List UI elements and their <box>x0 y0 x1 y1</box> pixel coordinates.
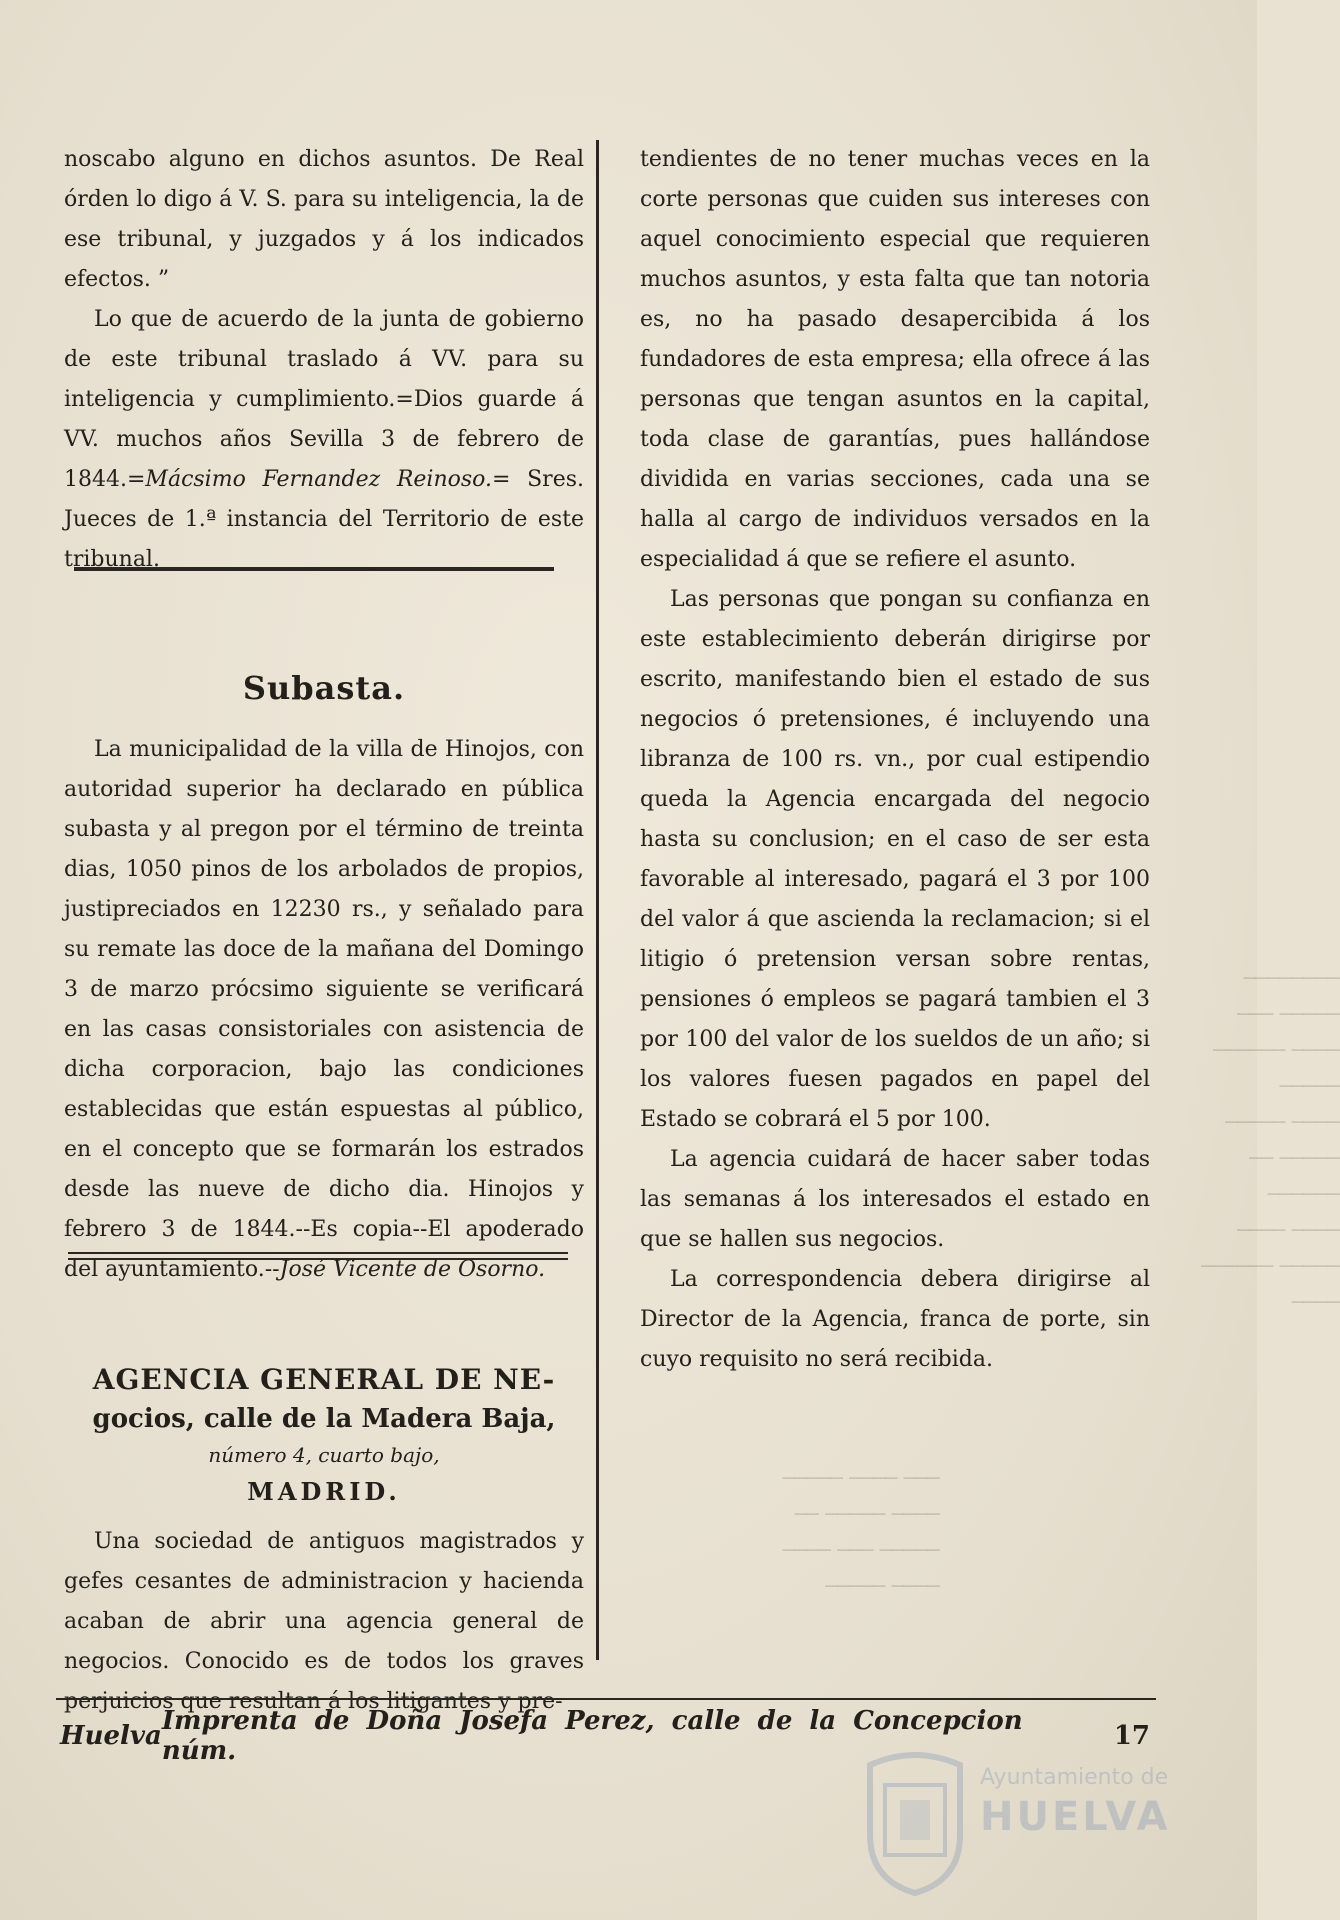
page-number: 17 <box>1113 1721 1150 1751</box>
signature-reinoso: Mácsimo Fernandez Reinoso. <box>145 467 493 492</box>
watermark-line2: HUELVA <box>980 1794 1171 1840</box>
left-column <box>64 140 584 1722</box>
agency-city: MADRID. <box>247 1477 401 1506</box>
right-paragraph-2: Las personas que pongan su confianza en este establecimiento deberán dirigirse por escrito, manifestando bien el estado de sus negocios ó pretensiones, é incluyendo una libranza de 100 rs. vn., por cual estipendio queda la Agencia encargada del negocio hasta su conclusion; en el caso de ser esta favorable al interesado, pagará el 3 por 100 del valor á que ascienda la reclamacion; si el litigio ó pretension versan sobre rentas, pensiones ó empleos se pagará tambien el 3 por 100 del valor de los sueldos de un año; si los valores fuesen pagados en papel del Estado se cobrará el 5 por 100. <box>640 587 1150 1132</box>
section-divider-2 <box>68 1252 568 1254</box>
ayuntamiento-watermark <box>860 1745 1190 1895</box>
bleed-through-text-lower: ─── ──── ───── ──── ───── ── ───── ─── ──── ──── ───── <box>782 1466 940 1598</box>
watermark-line1: Ayuntamiento de <box>980 1765 1169 1790</box>
right-paragraph-3: La agencia cuidará de hacer saber todas las semanas á los interesados el estado en que se hallen sus negocios. <box>640 1147 1150 1252</box>
right-paragraph-4: La correspondencia debera dirigirse al Director de la Agencia, franca de porte, sin cuyo requisito no será recibida. <box>640 1267 1150 1372</box>
watermark-text <box>980 1765 1170 1840</box>
right-column <box>640 140 1150 1380</box>
left-paragraph-2 <box>64 300 584 580</box>
footer-printer: Imprenta de Doña Josefa Perez, calle de la Concepcion núm. <box>161 1706 1023 1766</box>
bleed-through-text: ──────── ───── ─── ──── ────── ───── ──── ───── ───── ── ────── ──── ──── ───── ────── ──── <box>1201 966 1340 1314</box>
section-divider-1 <box>74 567 554 571</box>
left-paragraph-2-tail: = Sres. Jueces de 1.ª instancia del Territorio de este tribunal. <box>64 467 584 572</box>
right-paragraph-1: tendientes de no tener muchas veces en la corte personas que cuiden sus intereses con aquel conocimiento especial que requieren muchos asuntos, y esta falta que tan notoria es, no ha pasado desapercibida á los fundadores de esta empresa; ella ofrece á las personas que tengan asuntos en la capital, toda clase de garantías, pues hallándose dividida en varias secciones, cada una se halla al cargo de individuos versados en la especialidad á que se refiere el asunto. <box>640 147 1150 572</box>
signature-osorno: José Vicente de Osorno. <box>279 1257 546 1282</box>
agency-address: número 4, cuarto bajo, <box>208 1443 440 1467</box>
section-divider-2b <box>68 1258 568 1260</box>
agency-subtitle: gocios, calle de la Madera Baja, <box>92 1404 556 1434</box>
footer-place: Huelva <box>60 1721 162 1751</box>
left-paragraph-2-text: Lo que de acuerdo de la junta de gobierno de este tribunal traslado á VV. para su inteligencia y cumplimiento.=Dios guarde á VV. muchos años Sevilla 3 de febrero de 1844.= <box>64 307 584 492</box>
agency-title: AGENCIA GENERAL DE NE- <box>92 1363 556 1396</box>
column-divider <box>596 140 599 1660</box>
agency-intro: Una sociedad de antiguos magistrados y gefes cesantes de administracion y hacienda acaban de abrir una agencia general de negocios. Conocido es de todos los graves perjuicios que resultan á los litigantes y pre- <box>64 1529 584 1714</box>
subasta-notice <box>64 730 584 1290</box>
footer-rule <box>56 1698 1156 1700</box>
subasta-heading: Subasta. <box>242 669 406 707</box>
subasta-text: La municipalidad de la villa de Hinojos, con autoridad superior ha declarado en pública subasta y al pregon por el término de treinta dias, 1050 pinos de los arbolados de propios, justipreciados en 12230 rs., y señalado para su remate las doce de la mañana del Domingo 3 de marzo prócsimo siguiente se verificará en las casas consistoriales con asistencia de dicha corporacion, bajo las condiciones establecidas que están espuestas al público, en el concepto que se formarán los estrados desde las nueve de dicho dia. Hinojos y febrero 3 de 1844.--Es copia--El apoderado del ayuntamiento.-- <box>64 737 584 1282</box>
left-paragraph-1: noscabo alguno en dichos asuntos. De Real órden lo digo á V. S. para su inteligencia, la de ese tribunal, y juzgados y á los indicados efectos. ” <box>64 147 584 292</box>
coat-of-arms-icon <box>860 1745 970 1895</box>
